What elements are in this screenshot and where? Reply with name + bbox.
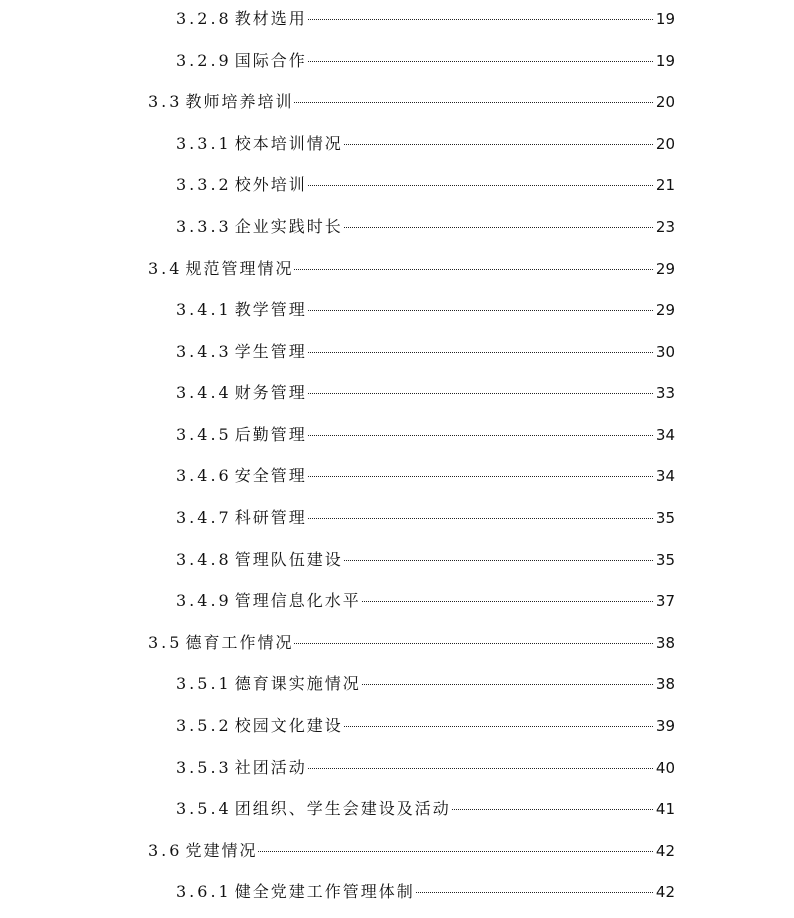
toc-entry-page: 20 <box>655 93 675 111</box>
dot-leader <box>344 725 653 727</box>
toc-entry-3-4-5[interactable] <box>176 424 675 446</box>
toc-entry-3-3[interactable] <box>148 91 675 113</box>
toc-entry-page: 20 <box>655 135 675 153</box>
toc-entry-number: 3.5.3 <box>176 758 232 777</box>
toc-entry-3-3-1[interactable] <box>176 133 675 155</box>
dot-leader <box>294 642 652 644</box>
toc-entry-page: 38 <box>655 634 675 652</box>
toc-entry-title: 党建情况 <box>185 841 258 860</box>
toc-entry-number: 3.4.6 <box>176 466 232 485</box>
dot-leader <box>344 143 653 145</box>
toc-entry-page: 40 <box>655 759 675 777</box>
toc-entry-3-3-3[interactable] <box>176 216 675 238</box>
dot-leader <box>308 475 653 477</box>
dot-leader <box>416 891 653 893</box>
toc-entry-number: 3.6 <box>148 841 183 860</box>
toc-entry-number: 3.5.4 <box>176 799 232 818</box>
toc-entry-page: 38 <box>655 675 675 693</box>
toc-entry-3-5-2[interactable] <box>176 715 675 737</box>
dot-leader <box>258 850 652 852</box>
toc-entry-title: 学生管理 <box>234 342 307 361</box>
toc-entry-page: 23 <box>655 218 675 236</box>
dot-leader <box>308 434 653 436</box>
toc-entry-title: 教师培养培训 <box>185 92 294 111</box>
toc-entry-page: 42 <box>655 883 675 901</box>
toc-entry-number: 3.3.1 <box>176 134 232 153</box>
toc-entry-3-5-3[interactable] <box>176 757 675 779</box>
toc-entry-title: 管理信息化水平 <box>234 591 361 610</box>
toc-entry-number: 3.4.3 <box>176 342 232 361</box>
toc-entry-3-5-4[interactable] <box>176 798 675 820</box>
toc-entry-3-2-9[interactable] <box>176 50 675 72</box>
toc-entry-page: 19 <box>655 10 675 28</box>
toc-entry-number: 3.4.1 <box>176 300 232 319</box>
toc-entry-page: 29 <box>655 260 675 278</box>
toc-entry-title: 校本培训情况 <box>234 134 343 153</box>
toc-entry-page: 37 <box>655 592 675 610</box>
toc-entry-number: 3.2.9 <box>176 51 232 70</box>
toc-entry-page: 34 <box>655 467 675 485</box>
toc-entry-title: 财务管理 <box>234 383 307 402</box>
toc-entry-title: 德育工作情况 <box>185 633 294 652</box>
toc-entry-page: 34 <box>655 426 675 444</box>
toc-entry-3-4[interactable] <box>148 258 675 280</box>
toc-entry-number: 3.3 <box>148 92 183 111</box>
toc-entry-number: 3.4.7 <box>176 508 232 527</box>
toc-entry-number: 3.4.8 <box>176 550 232 569</box>
toc-entry-3-4-9[interactable] <box>176 590 675 612</box>
dot-leader <box>452 808 653 810</box>
toc-entry-number: 3.5.2 <box>176 716 232 735</box>
toc-entry-title: 安全管理 <box>234 466 307 485</box>
dot-leader <box>308 309 653 311</box>
dot-leader <box>362 683 653 685</box>
toc-entry-number: 3.4.4 <box>176 383 232 402</box>
toc-entry-page: 33 <box>655 384 675 402</box>
toc-entry-number: 3.3.3 <box>176 217 232 236</box>
toc-entry-3-4-1[interactable] <box>176 299 675 321</box>
dot-leader <box>294 101 652 103</box>
toc-entry-page: 35 <box>655 551 675 569</box>
toc-entry-title: 德育课实施情况 <box>234 674 361 693</box>
toc-entry-page: 42 <box>655 842 675 860</box>
toc-entry-number: 3.2.8 <box>176 9 232 28</box>
toc-entry-3-4-6[interactable] <box>176 465 675 487</box>
dot-leader <box>294 268 652 270</box>
toc-entry-number: 3.4.9 <box>176 591 232 610</box>
toc-entry-title: 企业实践时长 <box>234 217 343 236</box>
dot-leader <box>308 767 653 769</box>
toc-entry-3-4-3[interactable] <box>176 341 675 363</box>
toc-entry-title: 科研管理 <box>234 508 307 527</box>
dot-leader <box>308 184 653 186</box>
dot-leader <box>344 559 653 561</box>
toc-entry-number: 3.5 <box>148 633 183 652</box>
dot-leader <box>344 226 653 228</box>
dot-leader <box>308 517 653 519</box>
dot-leader <box>362 600 653 602</box>
toc-entry-title: 教学管理 <box>234 300 307 319</box>
toc-entry-page: 21 <box>655 176 675 194</box>
toc-entry-title: 社团活动 <box>234 758 307 777</box>
toc-entry-title: 规范管理情况 <box>185 259 294 278</box>
toc-entry-3-3-2[interactable] <box>176 174 675 196</box>
toc-entry-3-4-4[interactable] <box>176 382 675 404</box>
toc-entry-3-2-8[interactable] <box>176 8 675 30</box>
toc-entry-3-5-1[interactable] <box>176 673 675 695</box>
toc-entry-3-5[interactable] <box>148 632 675 654</box>
toc-entry-title: 团组织、学生会建设及活动 <box>234 799 451 818</box>
toc-entry-number: 3.3.2 <box>176 175 232 194</box>
toc-entry-3-4-7[interactable] <box>176 507 675 529</box>
toc-entry-title: 校外培训 <box>234 175 307 194</box>
dot-leader <box>308 60 653 62</box>
toc-entry-number: 3.4 <box>148 259 183 278</box>
toc-entry-page: 19 <box>655 52 675 70</box>
toc-entry-3-6[interactable] <box>148 840 675 862</box>
toc-entry-page: 30 <box>655 343 675 361</box>
toc-entry-page: 29 <box>655 301 675 319</box>
toc-entry-3-4-8[interactable] <box>176 549 675 571</box>
toc-entry-title: 管理队伍建设 <box>234 550 343 569</box>
toc-entry-page: 35 <box>655 509 675 527</box>
toc-entry-page: 39 <box>655 717 675 735</box>
toc-entry-title: 健全党建工作管理体制 <box>234 882 415 901</box>
toc-entry-3-6-1[interactable] <box>176 881 675 903</box>
toc-entry-title: 校园文化建设 <box>234 716 343 735</box>
toc-entry-number: 3.5.1 <box>176 674 232 693</box>
toc-entry-number: 3.4.5 <box>176 425 232 444</box>
dot-leader <box>308 351 653 353</box>
dot-leader <box>308 18 653 20</box>
dot-leader <box>308 392 653 394</box>
toc-entry-number: 3.6.1 <box>176 882 232 901</box>
toc-entry-title: 后勤管理 <box>234 425 307 444</box>
toc-entry-page: 41 <box>655 800 675 818</box>
toc-entry-title: 教材选用 <box>234 9 307 28</box>
toc-entry-title: 国际合作 <box>234 51 307 70</box>
